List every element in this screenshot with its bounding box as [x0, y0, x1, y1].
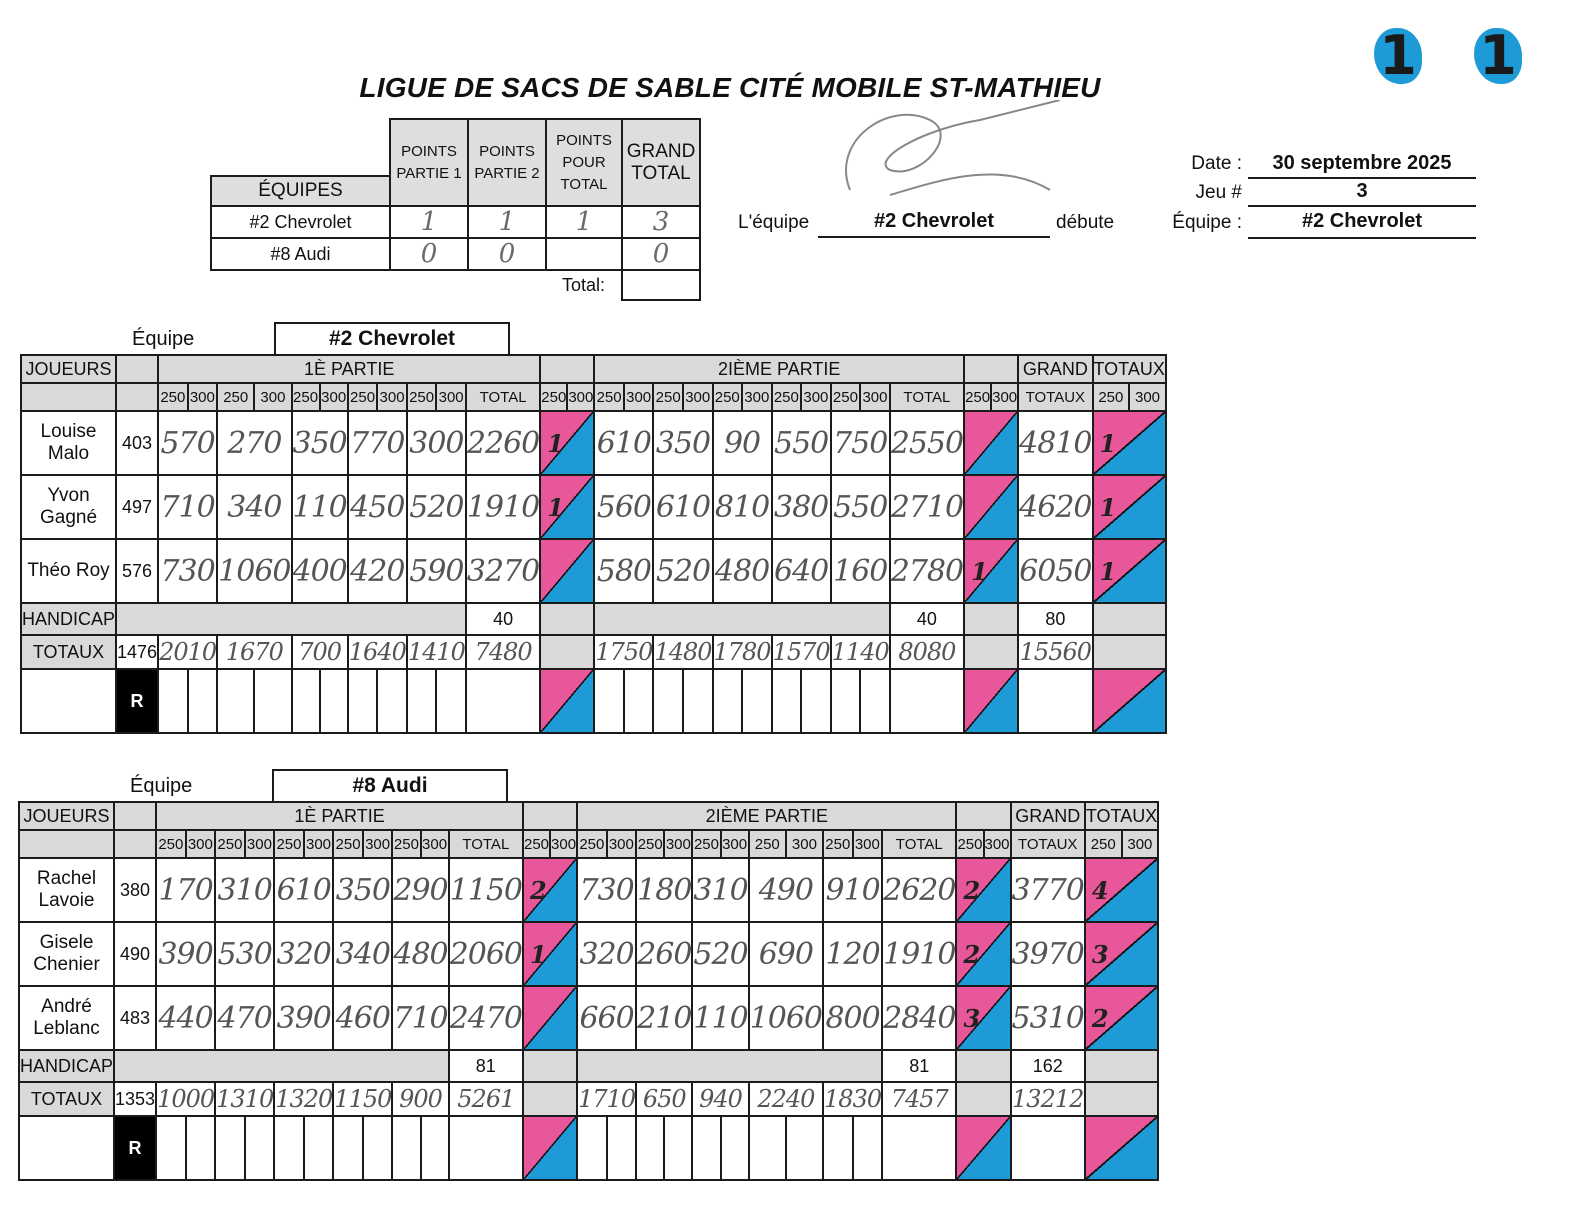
grand-total: 6050: [1018, 539, 1092, 603]
col-250: 250: [292, 383, 320, 411]
col-total: TOTAL: [449, 830, 523, 858]
r-marker: R: [114, 1116, 156, 1180]
game1-points-marker: 1: [540, 475, 594, 539]
grand-points-marker: 1: [1093, 475, 1166, 539]
grand-points-marker: 1: [1093, 411, 1166, 475]
signature-icon: [830, 100, 1070, 210]
col-300: 300: [607, 830, 637, 858]
game1-total: 3270: [466, 539, 540, 603]
col-grand-totals: TOTAUX: [1018, 383, 1092, 411]
col-300: 300: [254, 383, 291, 411]
game1-score: 730: [158, 539, 217, 603]
page-title: LIGUE DE SACS DE SABLE CITÉ MOBILE ST-MATHIEU: [359, 72, 1101, 103]
col-300: 300: [786, 830, 823, 858]
col-300: 300: [1122, 830, 1159, 858]
r-marker: R: [116, 669, 158, 733]
game1-score: 1060: [217, 539, 291, 603]
game2-points-marker: [964, 475, 1018, 539]
game2-score: 350: [653, 411, 712, 475]
player-average: 483: [114, 986, 156, 1050]
col-300: 300: [245, 830, 275, 858]
game1-team-marker: [523, 1116, 577, 1180]
player-average: 403: [116, 411, 158, 475]
game1-score: 390: [156, 922, 215, 986]
game2-score: 480: [713, 539, 772, 603]
col-250: 250: [956, 830, 983, 858]
game1-score: 350: [333, 858, 392, 922]
grand-total: 5310: [1011, 986, 1085, 1050]
summary-table: [210, 118, 701, 301]
grand-total: 4620: [1018, 475, 1092, 539]
grand-team-marker: [1093, 669, 1166, 733]
col-250: 250: [540, 383, 567, 411]
game1-points-marker: 1: [523, 922, 577, 986]
header-game-1: 1È PARTIE: [156, 802, 523, 830]
handicap-label: HANDICAP: [19, 1050, 114, 1082]
player-name: Yvon Gagné: [21, 475, 116, 539]
game2-score: 550: [772, 411, 831, 475]
table-row: [21, 411, 1166, 475]
grand-total: 4810: [1018, 411, 1092, 475]
totals-average: 1353: [114, 1082, 156, 1116]
player-average: 497: [116, 475, 158, 539]
summary-p1: 0: [390, 238, 468, 270]
table-row: [21, 475, 1166, 539]
starts-suffix: débute: [1056, 212, 1115, 233]
totals-game2-total: 8080: [890, 635, 964, 669]
game2-points-marker: [964, 411, 1018, 475]
game2-score: 90: [713, 411, 772, 475]
header-game-2: 2IÈME PARTIE: [577, 802, 956, 830]
game1-score: 310: [215, 858, 274, 922]
game2-score: 610: [594, 411, 653, 475]
player-average: 576: [116, 539, 158, 603]
totals-average: 1476: [116, 635, 158, 669]
grand-team-marker: [1085, 1116, 1158, 1180]
summary-p2: 0: [468, 238, 546, 270]
totals-game1: 2010: [158, 635, 217, 669]
col-250: 250: [407, 383, 437, 411]
totals-label: TOTAUX: [21, 635, 116, 669]
game1-total: 2470: [449, 986, 523, 1050]
totals-game1: 1670: [217, 635, 291, 669]
score-table: [18, 801, 1159, 1181]
game2-total: 1910: [882, 922, 956, 986]
col-250: 250: [594, 383, 624, 411]
starts-team: #2 Chevrolet: [818, 210, 1050, 238]
col-250: 250: [348, 383, 378, 411]
totals-game2: 1780: [713, 635, 772, 669]
col-250: 250: [713, 383, 743, 411]
game1-points-marker: 2: [523, 858, 577, 922]
game2-total: 2620: [882, 858, 956, 922]
summary-team-name: #2 Chevrolet: [211, 206, 390, 238]
col-300: 300: [320, 383, 348, 411]
team-label: Équipe: [132, 328, 195, 350]
table-row: [21, 539, 1166, 603]
totals-grand: 13212: [1011, 1082, 1085, 1116]
game1-score: 450: [348, 475, 407, 539]
col-300: 300: [550, 830, 577, 858]
game1-score: 270: [217, 411, 291, 475]
corner-mark-2: 1: [1474, 28, 1522, 84]
summary-gt: 3: [622, 206, 700, 238]
game2-score: 520: [692, 922, 748, 986]
game2-total: 2550: [890, 411, 964, 475]
game1-score: 400: [292, 539, 348, 603]
handicap-game1: 40: [466, 603, 540, 635]
game2-score: 550: [831, 475, 890, 539]
col-300: 300: [363, 830, 393, 858]
team-name: #2 Chevrolet: [274, 322, 510, 356]
col-300: 300: [801, 383, 831, 411]
game2-team-marker: [964, 669, 1018, 733]
header-players: JOUEURS: [19, 802, 114, 830]
totals-game2: 2240: [749, 1082, 823, 1116]
player-name: André Leblanc: [19, 986, 114, 1050]
game1-points-marker: [523, 986, 577, 1050]
game2-score: 320: [577, 922, 636, 986]
col-250: 250: [823, 830, 853, 858]
col-300: 300: [1129, 383, 1166, 411]
game1-score: 340: [217, 475, 291, 539]
game1-score: 460: [333, 986, 392, 1050]
header-points-total: POINTS POUR TOTAL: [546, 119, 622, 206]
totals-game1: 700: [292, 635, 348, 669]
game2-score: 160: [831, 539, 890, 603]
game1-score: 570: [158, 411, 217, 475]
handicap-grand: 80: [1018, 603, 1092, 635]
summary-p2: 1: [468, 206, 546, 238]
header-players: JOUEURS: [21, 355, 116, 383]
game2-total: 2840: [882, 986, 956, 1050]
col-300: 300: [567, 383, 594, 411]
team-value: #2 Chevrolet: [1248, 210, 1476, 239]
col-300: 300: [188, 383, 218, 411]
game1-score: 320: [274, 922, 333, 986]
col-300: 300: [853, 830, 883, 858]
handicap-game1: 81: [449, 1050, 523, 1082]
handicap-game2: 81: [882, 1050, 956, 1082]
totals-grand: 15560: [1018, 635, 1092, 669]
col-300: 300: [304, 830, 334, 858]
table-row: [19, 858, 1158, 922]
col-300: 300: [991, 383, 1018, 411]
game1-score: 390: [274, 986, 333, 1050]
header-game-1: 1È PARTIE: [158, 355, 540, 383]
header-points-1: POINTS PARTIE 1: [390, 119, 468, 206]
player-name: Gisele Chenier: [19, 922, 114, 986]
totals-game1: 1310: [215, 1082, 274, 1116]
player-average: 490: [114, 922, 156, 986]
starts-prefix: L'équipe: [738, 212, 810, 233]
game1-score: 480: [392, 922, 448, 986]
grand-points-marker: 4: [1085, 858, 1158, 922]
game2-points-marker: 1: [964, 539, 1018, 603]
summary-gt: 0: [622, 238, 700, 270]
game1-score: 340: [333, 922, 392, 986]
player-name: Louise Malo: [21, 411, 116, 475]
col-250: 250: [1085, 830, 1122, 858]
game1-score: 520: [407, 475, 466, 539]
corner-mark-1: 1: [1374, 28, 1422, 84]
totals-game1: 1000: [156, 1082, 215, 1116]
game2-total: 2780: [890, 539, 964, 603]
col-250: 250: [964, 383, 991, 411]
game2-score: 730: [577, 858, 636, 922]
col-250: 250: [749, 830, 786, 858]
game1-score: 610: [274, 858, 333, 922]
totals-game2: 1480: [653, 635, 712, 669]
player-name: Théo Roy: [21, 539, 116, 603]
game1-score: 710: [392, 986, 448, 1050]
col-250: 250: [577, 830, 607, 858]
col-250: 250: [692, 830, 720, 858]
grand-total: 3770: [1011, 858, 1085, 922]
header-teams: ÉQUIPES: [211, 176, 390, 206]
totals-game1: 1640: [348, 635, 407, 669]
game1-score: 770: [348, 411, 407, 475]
totals-game2: 940: [692, 1082, 748, 1116]
col-250: 250: [1093, 383, 1130, 411]
header-totals: TOTAUX: [1093, 355, 1166, 383]
game1-score: 420: [348, 539, 407, 603]
totals-game2: 1750: [594, 635, 653, 669]
col-300: 300: [624, 383, 654, 411]
totals-game2: 1710: [577, 1082, 636, 1116]
player-average: 380: [114, 858, 156, 922]
col-300: 300: [860, 383, 890, 411]
game1-score: 440: [156, 986, 215, 1050]
col-total: TOTAL: [882, 830, 956, 858]
col-250: 250: [274, 830, 304, 858]
header-points-2: POINTS PARTIE 2: [468, 119, 546, 206]
table-row: [19, 922, 1158, 986]
col-300: 300: [186, 830, 216, 858]
game1-score: 590: [407, 539, 466, 603]
col-300: 300: [436, 383, 466, 411]
game1-score: 110: [292, 475, 348, 539]
col-250: 250: [772, 383, 802, 411]
totals-game1: 1410: [407, 635, 466, 669]
grand-points-marker: 2: [1085, 986, 1158, 1050]
col-grand-totals: TOTAUX: [1011, 830, 1085, 858]
game1-score: 350: [292, 411, 348, 475]
game2-points-marker: 2: [956, 922, 1010, 986]
summary-p1: 1: [390, 206, 468, 238]
col-300: 300: [421, 830, 449, 858]
game1-points-marker: [540, 539, 594, 603]
game1-score: 530: [215, 922, 274, 986]
date-label: Date :: [1191, 153, 1242, 174]
totals-game1: 1320: [274, 1082, 333, 1116]
game2-team-marker: [956, 1116, 1010, 1180]
player-name: Rachel Lavoie: [19, 858, 114, 922]
game2-score: 120: [823, 922, 882, 986]
game2-score: 260: [636, 922, 692, 986]
col-total: TOTAL: [890, 383, 964, 411]
table-row: [19, 986, 1158, 1050]
totals-game1-total: 5261: [449, 1082, 523, 1116]
game2-score: 490: [749, 858, 823, 922]
game1-score: 470: [215, 986, 274, 1050]
col-250: 250: [653, 383, 683, 411]
col-250: 250: [333, 830, 363, 858]
game1-total: 2260: [466, 411, 540, 475]
game2-score: 560: [594, 475, 653, 539]
date-value: 30 septembre 2025: [1248, 152, 1476, 179]
game2-score: 520: [653, 539, 712, 603]
summary-team-name: #8 Audi: [211, 238, 390, 270]
col-300: 300: [664, 830, 692, 858]
header-grand: GRAND: [1011, 802, 1085, 830]
game1-total: 1150: [449, 858, 523, 922]
game2-points-marker: 3: [956, 986, 1010, 1050]
team-label: Équipe: [130, 775, 193, 797]
handicap-game2: 40: [890, 603, 964, 635]
col-300: 300: [683, 383, 713, 411]
totals-game2: 650: [636, 1082, 692, 1116]
game-value: 3: [1248, 180, 1476, 207]
totals-game2: 1570: [772, 635, 831, 669]
game-label: Jeu #: [1195, 182, 1242, 203]
summary-pt: [546, 238, 622, 270]
col-250: 250: [523, 830, 550, 858]
game2-score: 180: [636, 858, 692, 922]
totals-game2: 1830: [823, 1082, 882, 1116]
game2-score: 660: [577, 986, 636, 1050]
game2-score: 610: [653, 475, 712, 539]
col-250: 250: [158, 383, 188, 411]
totals-game1: 900: [392, 1082, 448, 1116]
game2-score: 1060: [749, 986, 823, 1050]
team-label: Équipe :: [1172, 212, 1242, 233]
summary-total-label: Total:: [561, 275, 606, 295]
grand-points-marker: 1: [1093, 539, 1166, 603]
game2-score: 810: [713, 475, 772, 539]
totals-game2-total: 7457: [882, 1082, 956, 1116]
handicap-grand: 162: [1011, 1050, 1085, 1082]
game1-total: 1910: [466, 475, 540, 539]
col-250: 250: [392, 830, 420, 858]
totals-game1: 1150: [333, 1082, 392, 1116]
game1-score: 290: [392, 858, 448, 922]
team-name: #8 Audi: [272, 769, 508, 803]
game2-points-marker: 2: [956, 858, 1010, 922]
header-totals: TOTAUX: [1085, 802, 1158, 830]
grand-points-marker: 3: [1085, 922, 1158, 986]
game1-score: 710: [158, 475, 217, 539]
game2-score: 640: [772, 539, 831, 603]
header-grand-total: GRAND TOTAL: [622, 119, 700, 206]
game2-score: 750: [831, 411, 890, 475]
col-300: 300: [984, 830, 1011, 858]
header-game-2: 2IÈME PARTIE: [594, 355, 964, 383]
game2-score: 380: [772, 475, 831, 539]
game2-score: 690: [749, 922, 823, 986]
col-300: 300: [742, 383, 772, 411]
game1-score: 170: [156, 858, 215, 922]
summary-pt: 1: [546, 206, 622, 238]
col-300: 300: [721, 830, 749, 858]
game2-score: 110: [692, 986, 748, 1050]
game1-total: 2060: [449, 922, 523, 986]
totals-game1-total: 7480: [466, 635, 540, 669]
col-250: 250: [156, 830, 186, 858]
handicap-label: HANDICAP: [21, 603, 116, 635]
score-table: [20, 354, 1167, 734]
col-250: 250: [215, 830, 245, 858]
col-250: 250: [217, 383, 254, 411]
game1-score: 300: [407, 411, 466, 475]
col-250: 250: [831, 383, 861, 411]
grand-total: 3970: [1011, 922, 1085, 986]
col-total: TOTAL: [466, 383, 540, 411]
totals-game2: 1140: [831, 635, 890, 669]
col-300: 300: [377, 383, 407, 411]
game2-score: 910: [823, 858, 882, 922]
game2-total: 2710: [890, 475, 964, 539]
game1-points-marker: 1: [540, 411, 594, 475]
game2-score: 580: [594, 539, 653, 603]
header-grand: GRAND: [1018, 355, 1092, 383]
game2-score: 210: [636, 986, 692, 1050]
game1-team-marker: [540, 669, 594, 733]
summary-total-value: [622, 270, 700, 300]
game2-score: 310: [692, 858, 748, 922]
col-250: 250: [636, 830, 664, 858]
game2-score: 800: [823, 986, 882, 1050]
totals-label: TOTAUX: [19, 1082, 114, 1116]
